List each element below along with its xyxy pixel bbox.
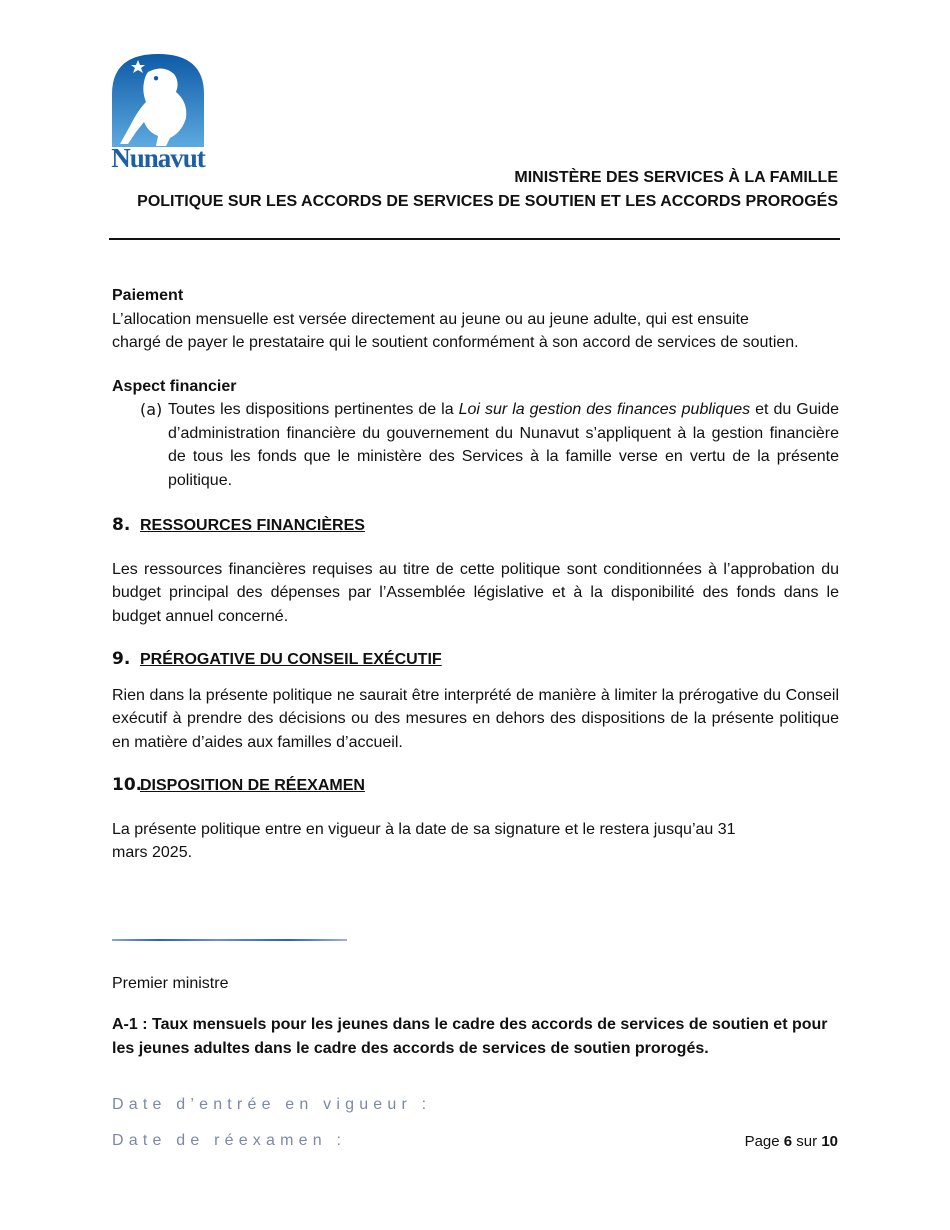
payment-paragraph: L’allocation mensuelle est versée directement au jeune ou au jeune adulte, qui est ensuite chargé de payer le prestataire qui le soutient conformément à son accord de services de soutien. xyxy=(112,310,799,351)
item-text-start: Toutes les dispositions pertinentes de la xyxy=(168,401,459,418)
section-number: 8. xyxy=(112,515,131,535)
polar-bear-emblem-icon xyxy=(108,52,208,147)
page-prefix: Page xyxy=(744,1133,780,1150)
section-10-heading xyxy=(112,774,839,798)
section-10-paragraph-line2: mars 2025. xyxy=(112,844,193,861)
page-number xyxy=(745,1133,838,1150)
section-10-paragraph-line1: La présente politique entre en vigueur à la date de sa signature et le restera jusqu’au 31 xyxy=(112,820,736,838)
policy-title: POLITIQUE SUR LES ACCORDS DE SERVICES DE SOUTIEN ET LES ACCORDS PROROGÉS xyxy=(137,193,838,210)
page-total: 10 xyxy=(821,1133,838,1150)
annex-reference: A-1 : Taux mensuels pour les jeunes dans le cadre des accords de services de soutien et pour les jeunes adultes dans le cadre des accords de services de soutien prorogés. xyxy=(112,1016,828,1057)
review-date-label: Date de réexamen : xyxy=(112,1132,347,1149)
financial-aspect-item xyxy=(112,398,839,492)
section-title: RESSOURCES FINANCIÈRES xyxy=(140,517,365,534)
item-label: (a) xyxy=(140,400,163,419)
document-body xyxy=(112,284,839,865)
page-of: sur xyxy=(796,1133,818,1150)
section-9-heading xyxy=(112,648,839,672)
law-title: Loi sur la gestion des finances publiques xyxy=(458,401,751,418)
signer-title: Premier ministre xyxy=(112,975,229,992)
ministry-heading: MINISTÈRE DES SERVICES À LA FAMILLE xyxy=(514,169,838,186)
section-number: 10. xyxy=(112,775,143,795)
section-number: 9. xyxy=(112,649,131,669)
payment-heading: Paiement xyxy=(112,287,184,304)
section-title: PRÉROGATIVE DU CONSEIL EXÉCUTIF xyxy=(140,651,442,668)
signature-line xyxy=(112,939,347,941)
nunavut-logo xyxy=(108,52,208,180)
item-text-end: et du Guide d’administration financière du gouvernement du Nunavut s’appliquent à la gestion financière de tous les fonds que le ministère des Services à la famille verse en vertu de la présente politique. xyxy=(168,401,840,489)
effective-date-label: Date d’entrée en vigueur : xyxy=(112,1096,432,1113)
section-9-paragraph: Rien dans la présente politique ne saurait être interprété de manière à limiter la prérogative du Conseil exécutif à prendre des décisions ou des mesures en dehors des dispositions de la présente politique en matière d’aides aux familles d’accueil. xyxy=(112,686,839,751)
header-divider xyxy=(109,238,840,240)
financial-aspect-heading: Aspect financier xyxy=(112,377,237,395)
section-8-heading xyxy=(112,514,839,538)
section-title: DISPOSITION DE RÉEXAMEN xyxy=(140,777,365,794)
section-8-paragraph: Les ressources financières requises au titre de cette politique sont conditionnées à l’approbation du budget principal des dépenses par l’Assemblée législative et à la disponibilité des fonds dans le budget annuel concerné. xyxy=(112,560,839,625)
page-current: 6 xyxy=(783,1133,793,1150)
logo-wordmark: Nunavut xyxy=(111,143,205,173)
